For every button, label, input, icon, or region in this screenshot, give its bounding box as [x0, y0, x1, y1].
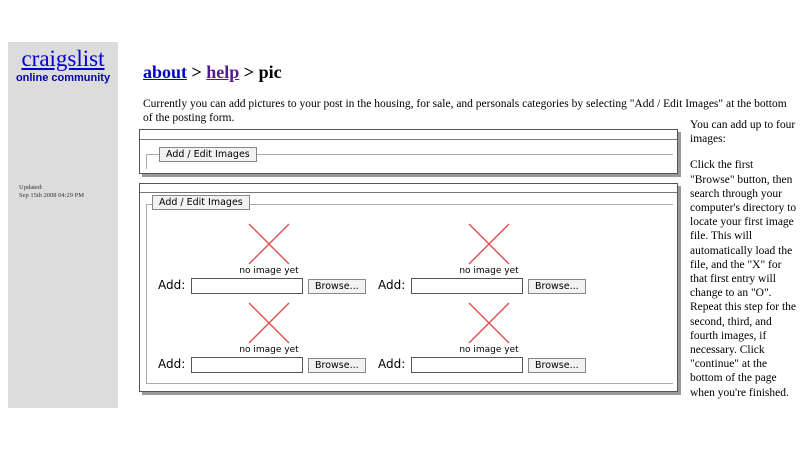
posting-form-panel [139, 129, 678, 174]
browse-button-3[interactable]: Browse... [308, 358, 366, 373]
add-label: Add: [378, 278, 406, 292]
craigslist-logo-link[interactable]: craigslist [21, 46, 105, 71]
breadcrumb-separator: > [239, 62, 259, 82]
add-label: Add: [378, 357, 406, 371]
x-mark-icon [467, 222, 511, 266]
breadcrumb-current: pic [258, 62, 282, 82]
add-edit-images-button[interactable]: Add / Edit Images [152, 195, 250, 210]
x-mark-icon [247, 222, 291, 266]
image-upload-panel [139, 183, 678, 392]
image-slot-2 [378, 222, 618, 302]
intro-text: Currently you can add pictures to your post in the housing, for sale, and personals categories by selecting "Add / Edit Images" at the bottom of the posting form. [143, 98, 787, 124]
x-mark-icon [247, 301, 291, 345]
breadcrumb-about-link[interactable]: about [143, 62, 188, 82]
sidebar [8, 42, 118, 408]
image-status: no image yet [459, 266, 519, 276]
updated-date: Sep 15th 2008 04:29 PM [19, 192, 85, 199]
breadcrumb [143, 62, 282, 83]
file-path-input-4[interactable] [411, 357, 523, 373]
help-summary: You can add up to four images: [690, 119, 796, 146]
file-path-input-1[interactable] [191, 278, 303, 294]
file-path-input-3[interactable] [191, 357, 303, 373]
browse-button-2[interactable]: Browse... [528, 279, 586, 294]
help-instructions [690, 118, 798, 412]
help-steps: Click the first "Browse" button, then search through your computer's directory to locate your first image file. This will automatically load the file, and the "X" for that first entry will change to an "O". Repeat this step for the second, third, and fourth images, if necessary. Click "continue" at the bottom of the page when you're finished. [690, 159, 797, 399]
x-mark-icon [467, 301, 511, 345]
image-status: no image yet [239, 345, 299, 355]
updated-info [19, 184, 84, 200]
image-status: no image yet [459, 345, 519, 355]
image-slot-4 [378, 301, 618, 381]
browse-button-4[interactable]: Browse... [528, 358, 586, 373]
add-edit-images-button[interactable]: Add / Edit Images [159, 147, 257, 162]
file-path-input-2[interactable] [411, 278, 523, 294]
image-status: no image yet [239, 266, 299, 276]
add-label: Add: [158, 278, 186, 292]
breadcrumb-separator: > [187, 62, 207, 82]
divider [140, 192, 677, 193]
image-slot-3 [158, 301, 398, 381]
breadcrumb-help-link[interactable]: help [206, 62, 240, 82]
image-slot-1 [158, 222, 398, 302]
tagline: online community [15, 72, 111, 84]
updated-label: Updated: [19, 184, 43, 191]
browse-button-1[interactable]: Browse... [308, 279, 366, 294]
divider [140, 139, 677, 140]
add-label: Add: [158, 357, 186, 371]
